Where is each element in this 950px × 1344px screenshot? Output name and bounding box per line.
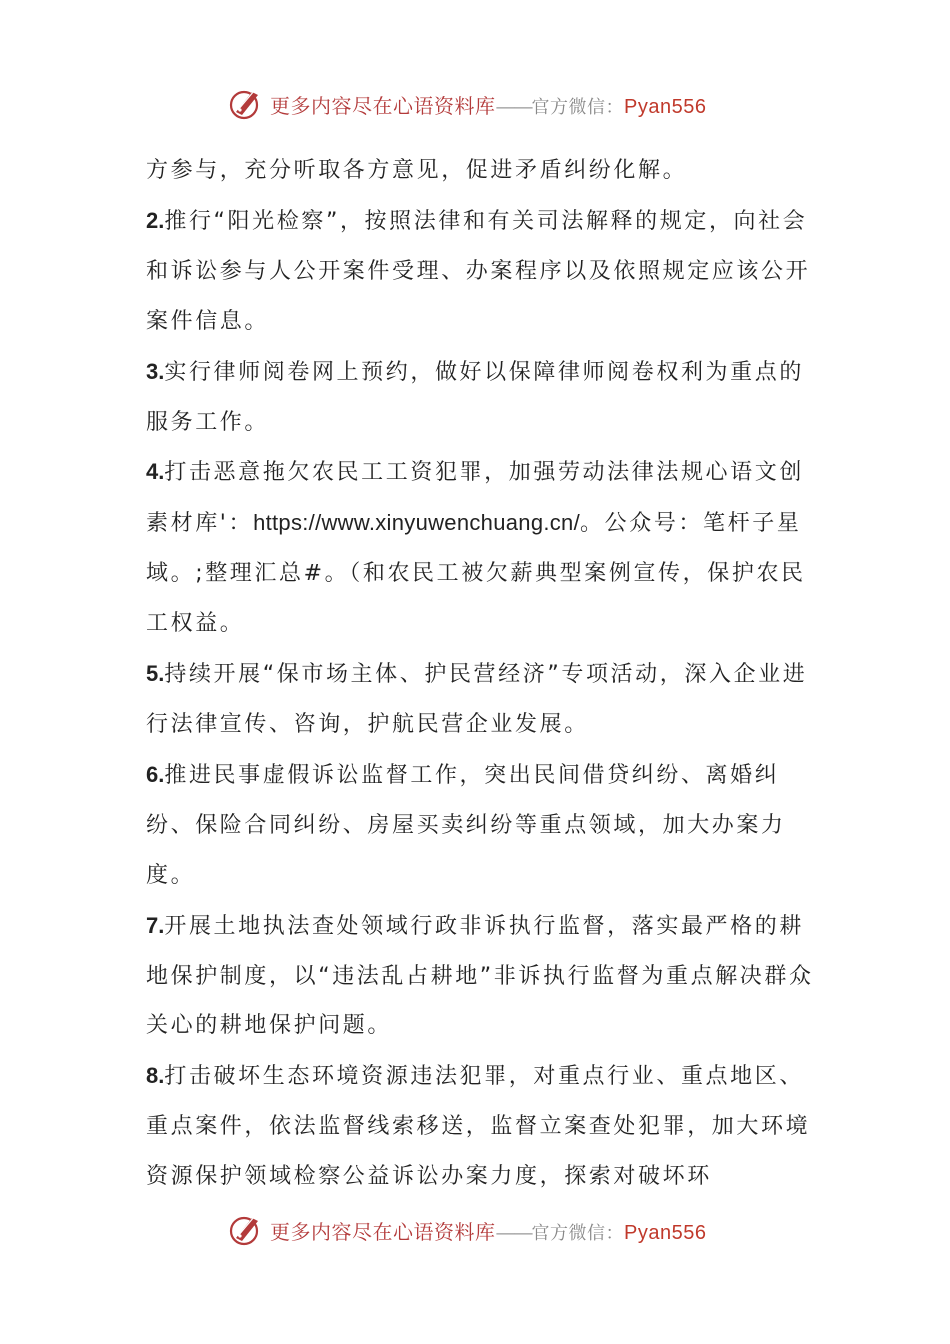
item-number: 6. xyxy=(146,761,165,787)
paragraph-item-3 xyxy=(146,347,816,448)
item-number: 2. xyxy=(146,207,165,233)
banner-text xyxy=(270,90,706,119)
banner-slogan: 更多内容尽在心语资料库 xyxy=(270,93,496,118)
paragraph-text: 持续开展“保市场主体、护民营经济”专项活动，深入企业进行法律宣传、咨询，护航民营企业发展。 xyxy=(146,662,808,737)
pen-nib-logo-icon xyxy=(228,1212,264,1248)
paragraph-text: 推行“阳光检察”，按照法律和有关司法解释的规定，向社会和诉讼参与人公开案件受理、办案程序以及依照规定应该公开案件信息。 xyxy=(146,208,811,334)
paragraph-text-cont: 。公众号：笔杆子星域。;整理汇总#。（和农民工被欠薪典型案例宣传，保护农民工权益。 xyxy=(146,511,806,637)
paragraph-text: 开展土地执法查处领域行政非诉执行监督，落实最严格的耕地保护制度，以“违法乱占耕地”非诉执行监督为重点解决群众关心的耕地保护问题。 xyxy=(146,913,814,1039)
banner-slogan: 更多内容尽在心语资料库 xyxy=(270,1219,496,1244)
item-number: 8. xyxy=(146,1063,165,1089)
banner-dash: —— xyxy=(495,1219,532,1244)
banner-wechat-label: 官方微信： xyxy=(531,96,624,118)
item-number: 4. xyxy=(146,459,165,485)
pen-nib-logo-icon xyxy=(228,86,264,122)
item-number: 7. xyxy=(146,912,165,938)
banner-handle: Pyan556 xyxy=(624,95,707,118)
footer-banner xyxy=(228,1210,748,1250)
item-number: 3. xyxy=(146,358,165,384)
banner-wechat-label: 官方微信： xyxy=(531,1222,624,1244)
paragraph-text: 实行律师阅卷网上预约，做好以保障律师阅卷权利为重点的服务工作。 xyxy=(146,359,804,435)
paragraph-item-6 xyxy=(146,750,816,901)
paragraph-text: 推进民事虚假诉讼监督工作，突出民间借贷纠纷、离婚纠纷、保险合同纠纷、房屋买卖纠纷等重点领域，加大办案力度。 xyxy=(146,762,786,888)
banner-handle: Pyan556 xyxy=(624,1221,707,1244)
banner-dash: —— xyxy=(495,93,532,118)
header-banner xyxy=(228,84,748,124)
paragraph-text: 打击破坏生态环境资源违法犯罪，对重点行业、重点地区、重点案件，依法监督线索移送，监督立案查处犯罪，加大环境资源保护领域检察公益诉讼办案力度，探索对破坏环 xyxy=(146,1064,811,1190)
banner-text xyxy=(270,1216,706,1245)
document-body xyxy=(146,146,816,1202)
paragraph-text: 打击恶意拖欠农民工工资犯罪，加强劳动法律法规心语文创素材库'： xyxy=(146,460,804,537)
paragraph-item-4 xyxy=(146,447,816,649)
paragraph-text: 方参与，充分听取各方意见，促进矛盾纠纷化解。 xyxy=(146,158,688,183)
inline-url: https://www.xinyuwenchuang.cn/ xyxy=(253,510,581,536)
paragraph-item-5 xyxy=(146,649,816,750)
paragraph-item-7 xyxy=(146,901,816,1052)
paragraph-item-8 xyxy=(146,1051,816,1202)
paragraph-item-2 xyxy=(146,196,816,347)
paragraph-continuation xyxy=(146,146,816,196)
item-number: 5. xyxy=(146,661,165,687)
